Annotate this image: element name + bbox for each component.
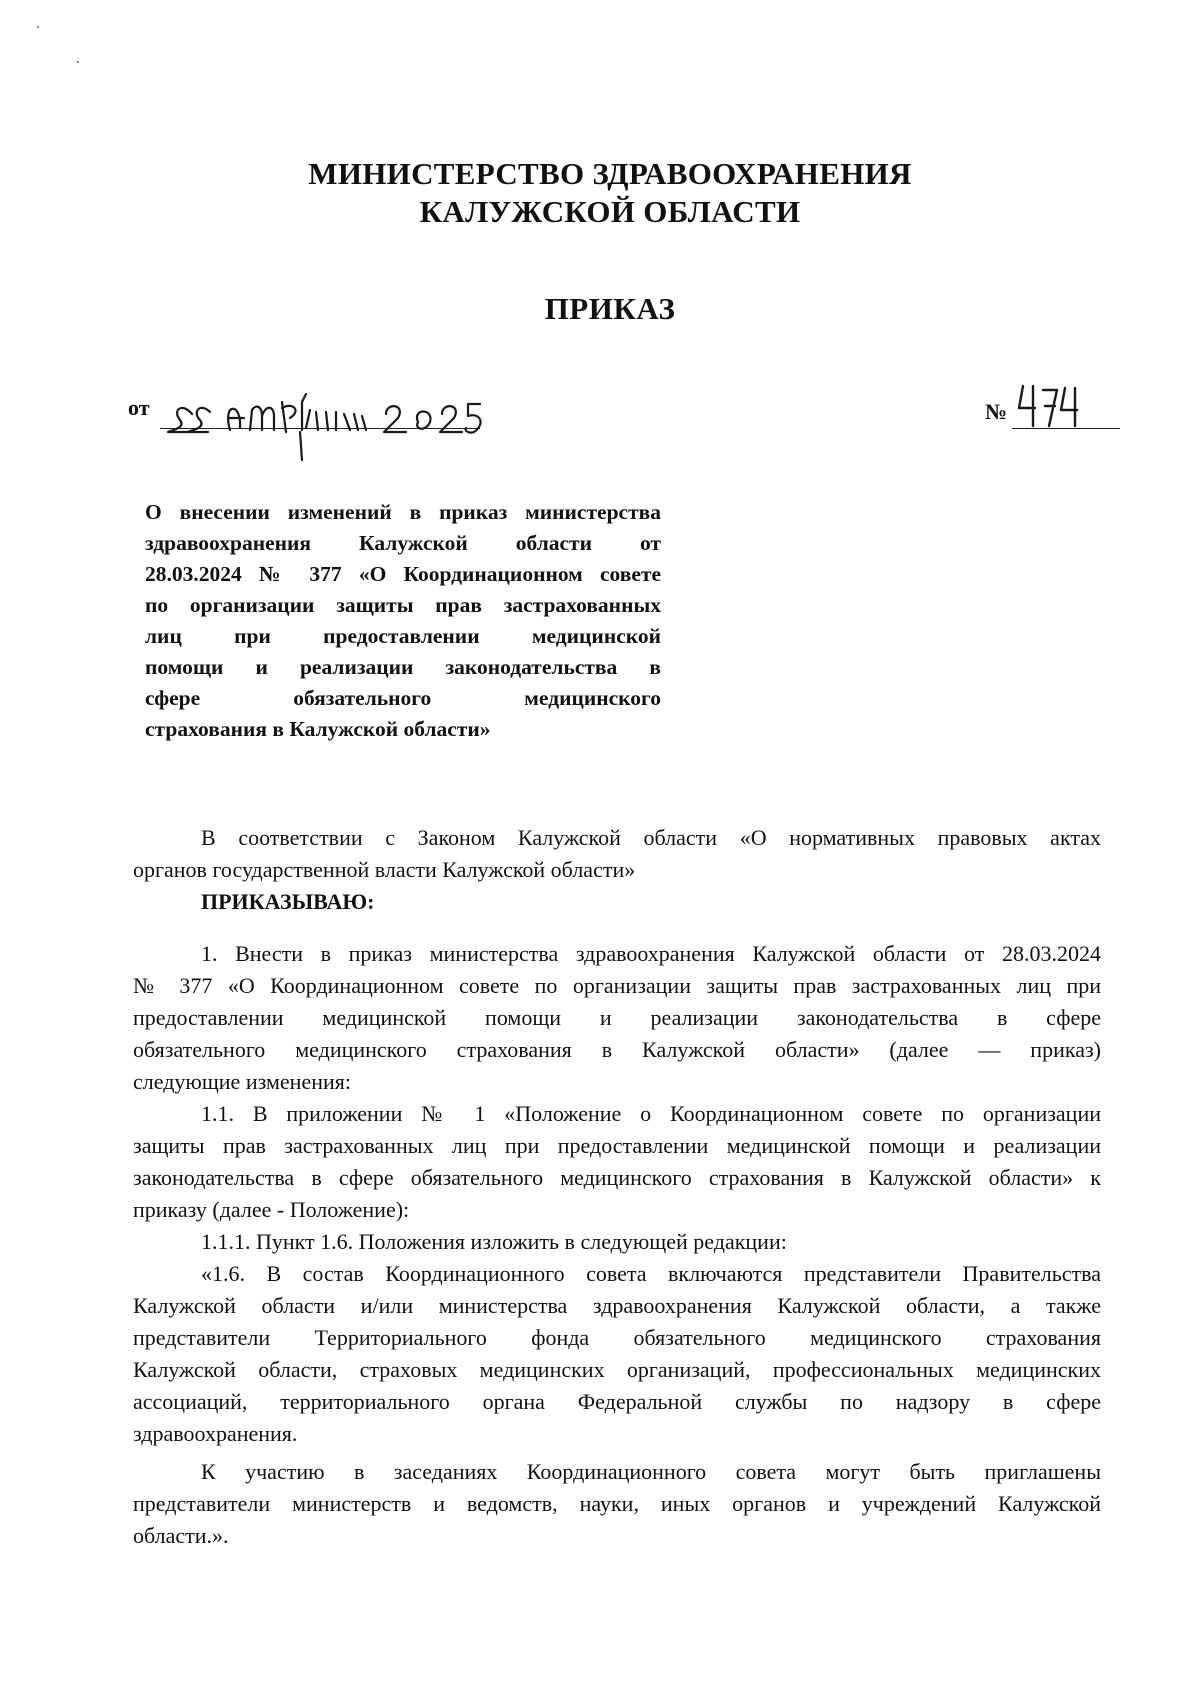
scan-specks [0,0,120,80]
paragraph-last-line: К участию в заседаниях Координационного совета могут быть приглашены [201,1459,1101,1484]
preamble-line: органов государственной власти Калужской области» [133,857,636,882]
handwritten-number [1015,380,1085,432]
subject-line: страхования в Калужской области» [145,717,491,741]
subject-line: по организации защиты прав застрахованных [145,593,661,617]
document-body [133,822,1101,1552]
ministry-line-1: МИНИСТЕРСТВО ЗДРАВООХРАНЕНИЯ [308,156,912,191]
paragraph-1-1-line: защиты прав застрахованных лиц при предоставлении медицинской помощи и реализации [133,1133,1101,1158]
document-type: ПРИКАЗ [544,291,676,326]
paragraph-1-6-line: здравоохранения. [133,1421,298,1446]
subject-line: помощи и реализации законодательства в [145,655,661,679]
subject-line: 28.03.2024 № 377 «О Координационном совете [145,562,661,586]
command-word: ПРИКАЗЫВАЮ: [201,889,375,914]
subject-line: сфере обязательного медицинского [145,686,661,710]
number-prefix: № [985,399,1008,424]
paragraph-1-line: предоставлении медицинской помощи и реализации законодательства в сфере [133,1005,1101,1030]
paragraph-1-6-line: ассоциаций, территориального органа Федеральной службы по надзору в сфере [133,1389,1101,1414]
paragraph-last-line: представители министерств и ведомств, науки, иных органов и учреждений Калужской [133,1491,1101,1516]
paragraph-1-1-line: 1.1. В приложении № 1 «Положение о Координационном совете по организации [201,1101,1101,1126]
ministry-line-2: КАЛУЖСКОЙ ОБЛАСТИ [419,194,801,229]
paragraph-1-line: 1. Внести в приказ министерства здравоохранения Калужской области от 28.03.2024 [201,941,1101,966]
date-prefix: от [128,395,150,420]
subject-line: здравоохранения Калужской области от [145,531,661,555]
document-subject [145,497,661,745]
paragraph-1-line: № 377 «О Координационном совете по организации защиты прав застрахованных лиц при [133,973,1101,998]
paragraph-1-line: следующие изменения: [133,1069,351,1094]
paragraph-last-line: области.». [133,1523,229,1548]
paragraph-1-1-line: приказу (далее - Положение): [133,1197,410,1222]
paragraph-1-6-line: представители Территориального фонда обязательного медицинского страхования [133,1325,1101,1350]
subject-line: лиц при предоставлении медицинской [145,624,661,648]
paragraph-1-1-line: законодательства в сфере обязательного медицинского страхования в Калужской области» к [133,1165,1101,1190]
subject-line: О внесении изменений в приказ министерства [145,500,661,524]
paragraph-1-6-line: Калужской области, страховых медицинских организаций, профессиональных медицинских [133,1357,1101,1382]
paragraph-1-6-line: «1.6. В состав Координационного совета включаются представители Правительства [201,1261,1101,1286]
paragraph-1-6-line: Калужской области и/или министерства здравоохранения Калужской области, а также [133,1293,1101,1318]
preamble-line: В соответствии с Законом Калужской области «О нормативных правовых актах [201,825,1101,850]
paragraph-1-line: обязательного медицинского страхования в Калужской области» (далее — приказ) [133,1037,1101,1062]
handwritten-date [150,372,495,462]
paragraph-1-1-1-line: 1.1.1. Пункт 1.6. Положения изложить в следующей редакции: [201,1229,787,1254]
ministry-name [200,155,1020,231]
